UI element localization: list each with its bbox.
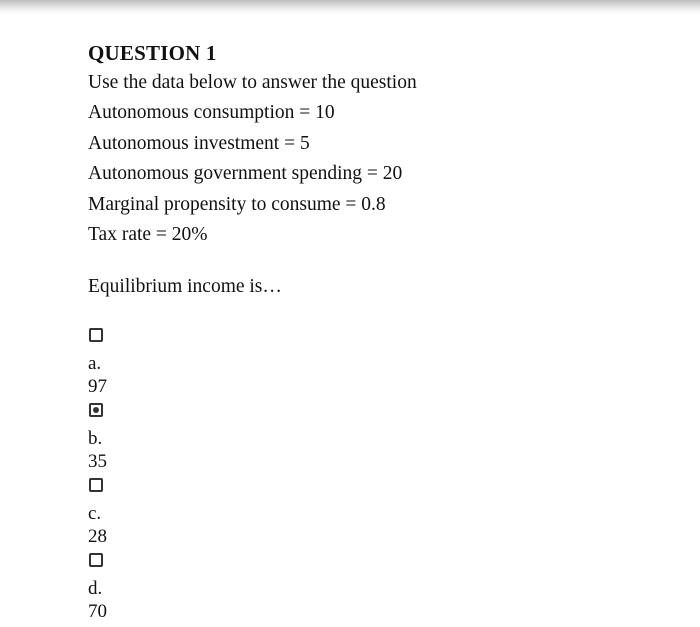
choice-a-letter: a. (88, 353, 102, 375)
choice-a[interactable] (88, 328, 668, 398)
choice-b-letter: b. (88, 428, 103, 450)
choice-a-value: 97 (88, 376, 107, 398)
choice-d-value: 70 (88, 601, 107, 623)
data-autonomous-investment: Autonomous investment = 5 (88, 132, 310, 154)
choice-d[interactable] (88, 553, 668, 623)
data-autonomous-consumption: Autonomous consumption = 10 (88, 102, 335, 124)
choice-b[interactable] (88, 403, 668, 473)
radio-button-b[interactable] (89, 403, 103, 417)
choice-c-letter: c. (88, 503, 102, 525)
top-edge-shadow (0, 0, 700, 14)
choice-c-value: 28 (88, 526, 107, 548)
radio-button-d[interactable] (89, 553, 103, 567)
choice-b-value: 35 (88, 451, 107, 473)
answer-choices (88, 328, 668, 623)
data-autonomous-government-spending: Autonomous government spending = 20 (88, 163, 403, 185)
question-instruction: Use the data below to answer the question (88, 72, 417, 93)
question-block (88, 38, 668, 627)
choice-d-letter: d. (88, 578, 103, 600)
question-title: QUESTION 1 (88, 41, 217, 65)
data-tax-rate: Tax rate = 20% (88, 224, 208, 246)
choice-c[interactable] (88, 478, 668, 548)
question-prompt: Equilibrium income is… (88, 276, 282, 298)
data-marginal-propensity-to-consume: Marginal propensity to consume = 0.8 (88, 193, 386, 215)
radio-button-c[interactable] (89, 478, 103, 492)
radio-button-a[interactable] (89, 328, 103, 342)
